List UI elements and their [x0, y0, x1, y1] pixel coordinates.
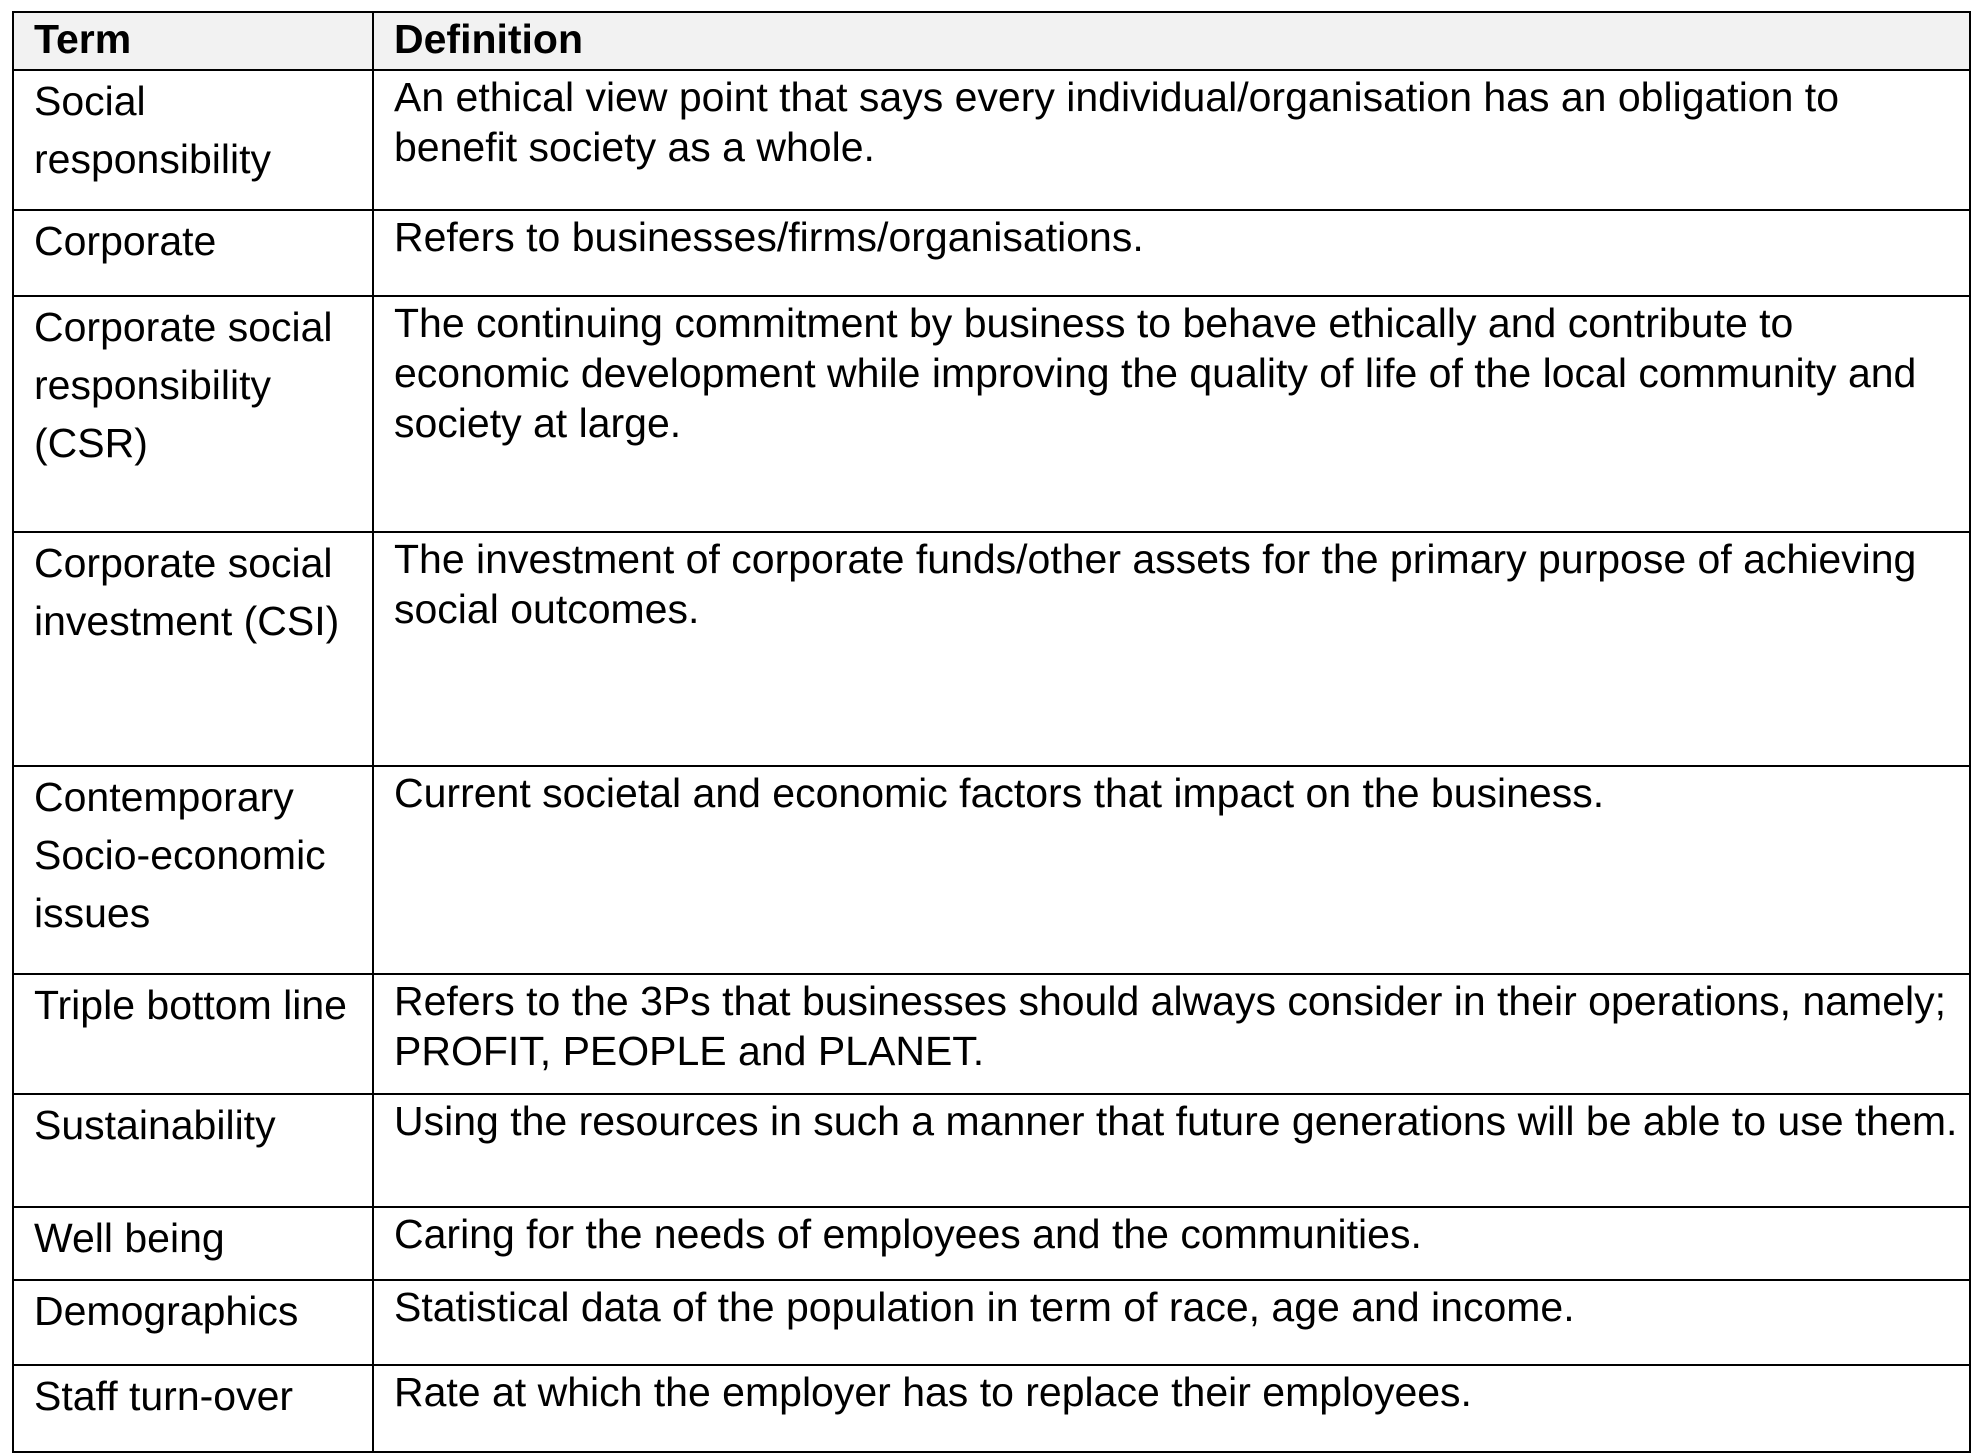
term-cell: Triple bottom line — [13, 974, 373, 1094]
definition-cell: Refers to the 3Ps that businesses should always consider in their operations, namely; PROFIT, PEOPLE and PLANET. — [373, 974, 1970, 1094]
definition-cell: Using the resources in such a manner that future generations will be able to use them. — [373, 1094, 1970, 1207]
definition-cell: The investment of corporate funds/other assets for the primary purpose of achieving social outcomes. — [373, 532, 1970, 766]
table-row — [13, 210, 1970, 296]
term-cell: Contemporary Socio-economic issues — [13, 766, 373, 974]
table-row — [13, 1280, 1970, 1365]
term-cell: Corporate social responsibility (CSR) — [13, 296, 373, 532]
table-row — [13, 70, 1970, 210]
table-row — [13, 1094, 1970, 1207]
column-header-definition: Definition — [373, 12, 1970, 70]
term-cell: Corporate — [13, 210, 373, 296]
definition-cell: Current societal and economic factors that impact on the business. — [373, 766, 1970, 974]
table-row — [13, 974, 1970, 1094]
definition-cell: Refers to businesses/firms/organisations. — [373, 210, 1970, 296]
definitions-table — [12, 11, 1971, 1453]
term-cell: Well being — [13, 1207, 373, 1280]
table-row — [13, 766, 1970, 974]
table-header-row — [13, 12, 1970, 70]
definition-cell: The continuing commitment by business to behave ethically and contribute to economic development while improving the quality of life of the local community and society at large. — [373, 296, 1970, 532]
term-cell: Social responsibility — [13, 70, 373, 210]
term-cell: Demographics — [13, 1280, 373, 1365]
term-cell: Sustainability — [13, 1094, 373, 1207]
column-header-term: Term — [13, 12, 373, 70]
definition-cell: Rate at which the employer has to replace their employees. — [373, 1365, 1970, 1452]
definitions-table-container — [12, 11, 1969, 1453]
table-row — [13, 1365, 1970, 1452]
term-cell: Staff turn-over — [13, 1365, 373, 1452]
table-row — [13, 296, 1970, 532]
table-row — [13, 1207, 1970, 1280]
definition-cell: Caring for the needs of employees and the communities. — [373, 1207, 1970, 1280]
definition-cell: Statistical data of the population in term of race, age and income. — [373, 1280, 1970, 1365]
definition-cell: An ethical view point that says every individual/organisation has an obligation to benefit society as a whole. — [373, 70, 1970, 210]
term-cell: Corporate social investment (CSI) — [13, 532, 373, 766]
table-row — [13, 532, 1970, 766]
